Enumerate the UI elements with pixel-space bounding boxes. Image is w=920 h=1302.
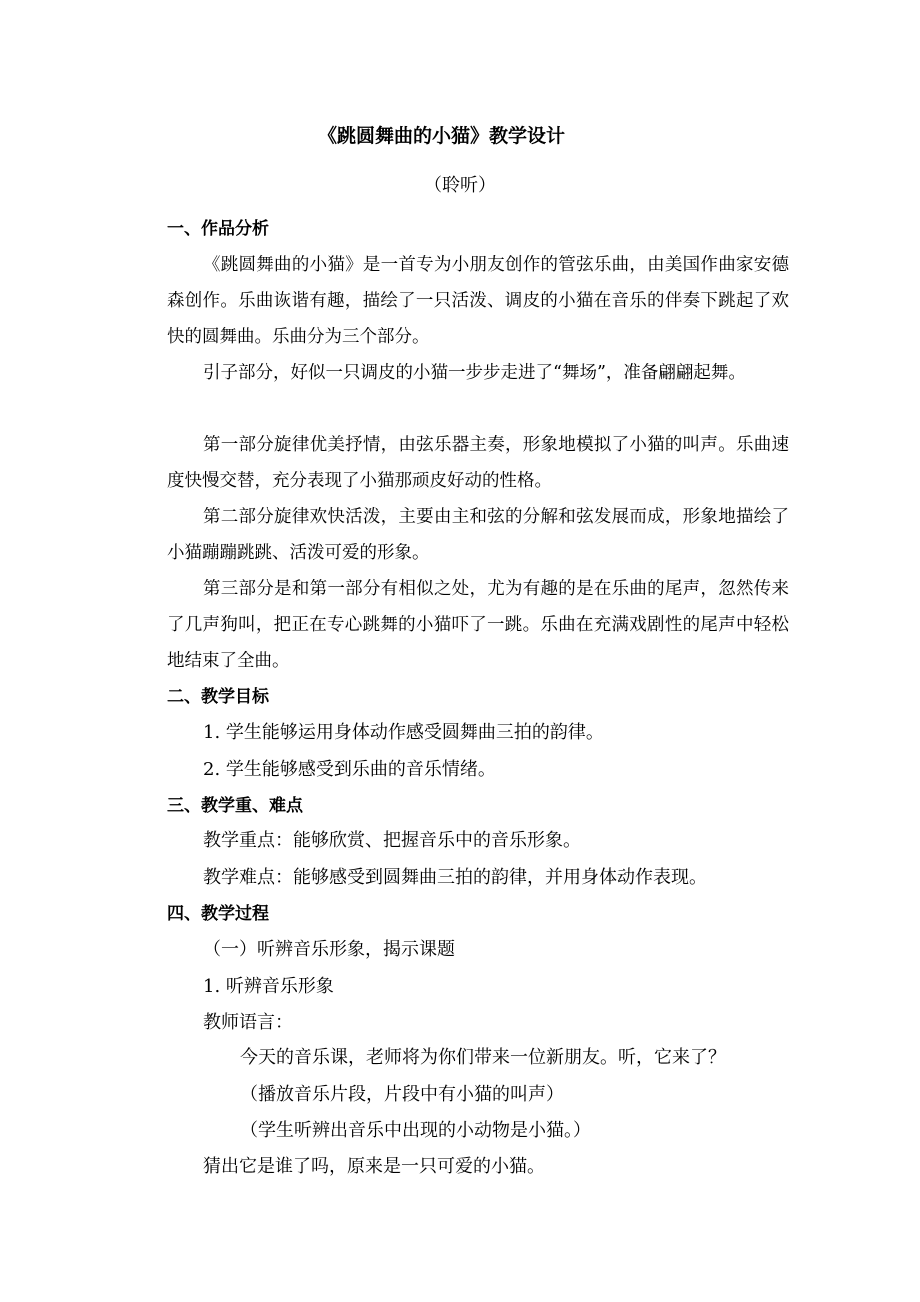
teacher-speech: 今天的音乐课，老师将为你们带来一位新朋友。听，它来了？: [240, 1047, 726, 1068]
process-subheading-1: （一）听辨音乐形象，揭示课题: [203, 939, 455, 960]
paragraph-part-one: 第一部分旋律优美抒情，由弦乐器主奏，形象地模拟了小猫的叫声。乐曲速度快慢交替，充分表现了小猫那顽皮好动的性格。: [167, 435, 789, 491]
stage-note-play-music: （播放音乐片段，片段中有小猫的叫声）: [240, 1084, 564, 1105]
stage-note-student-response: （学生听辨出音乐中出现的小动物是小猫。）: [240, 1120, 591, 1141]
goal-item-1: 1. 学生能够运用身体动作感受圆舞曲三拍的韵律。: [203, 722, 604, 743]
paragraph-prelude: 引子部分，好似一只调皮的小猫一步步走进了“舞场”，准备翩翩起舞。: [203, 363, 746, 383]
document-title: 《跳圆舞曲的小猫》教学设计: [318, 125, 566, 147]
paragraph-part-two: 第二部分旋律欢快活泼，主要由主和弦的分解和弦发展而成，形象地描绘了小猫蹦蹦跳跳、活泼可爱的形象。: [167, 507, 789, 563]
section-heading-process: 四、教学过程: [167, 904, 269, 924]
document-subtitle: （聆听）: [424, 175, 496, 196]
section-heading-goals: 二、教学目标: [167, 687, 269, 707]
paragraph-intro: 《跳圆舞曲的小猫》是一首专为小朋友创作的管弦乐曲，由美国作曲家安德森创作。乐曲诙谐有趣，描绘了一只活泼、调皮的小猫在音乐的伴奏下跳起了欢快的圆舞曲。乐曲分为三个部分。: [167, 255, 789, 347]
key-point: 教学重点：能够欣赏、把握音乐中的音乐形象。: [203, 830, 581, 851]
difficult-point: 教学难点：能够感受到圆舞曲三拍的韵律，并用身体动作表现。: [203, 867, 707, 888]
section-heading-analysis: 一、作品分析: [167, 219, 269, 239]
goal-item-2: 2. 学生能够感受到乐曲的音乐情绪。: [203, 759, 496, 780]
process-step-1: 1. 听辨音乐形象: [203, 976, 334, 997]
section-heading-key-points: 三、教学重、难点: [167, 796, 303, 816]
paragraph-part-three: 第三部分是和第一部分有相似之处，尤为有趣的是在乐曲的尾声，忽然传来了几声狗叫，把正在专心跳舞的小猫吓了一跳。乐曲在充满戏剧性的尾声中轻松地结束了全曲。: [167, 579, 789, 671]
teacher-label: 教师语言：: [203, 1012, 293, 1033]
reveal-sentence: 猜出它是谁了吗，原来是一只可爱的小猫。: [203, 1156, 545, 1177]
